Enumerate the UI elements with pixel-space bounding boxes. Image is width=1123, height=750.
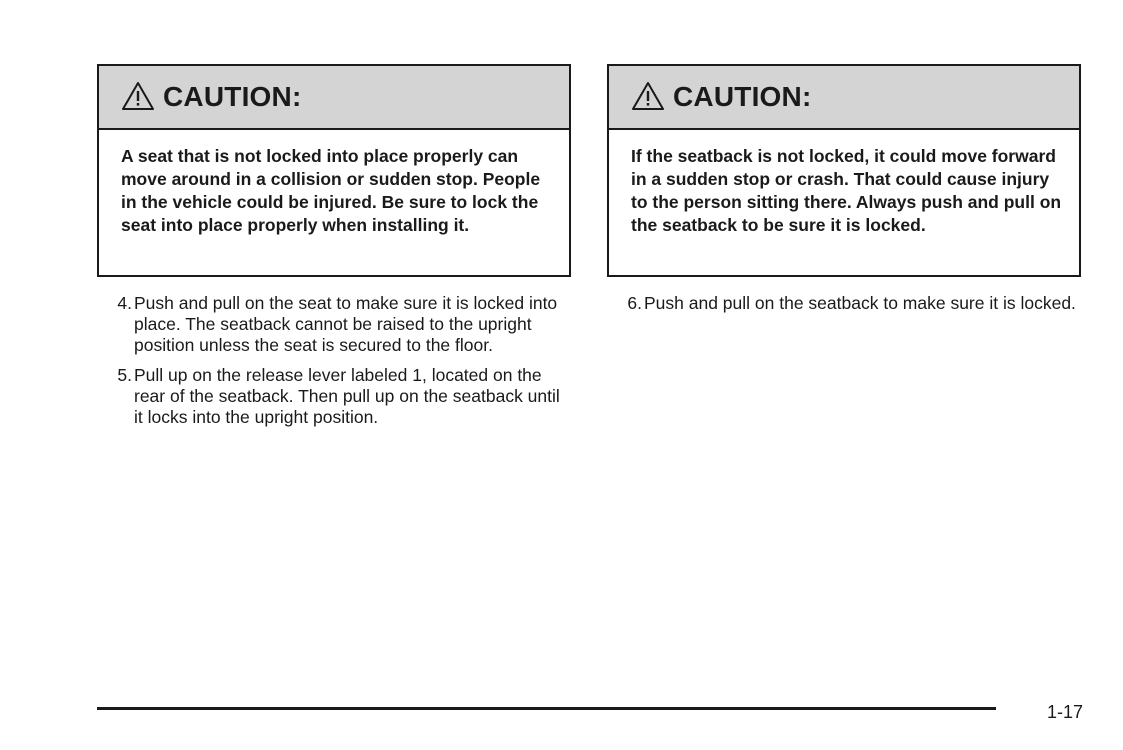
- list-item: [97, 293, 571, 356]
- page-number: 1-17: [1046, 702, 1083, 722]
- list-item: [97, 365, 571, 428]
- step-list-right: [607, 293, 1081, 314]
- footer-rule: [97, 707, 996, 710]
- step-number: 4.: [117, 293, 132, 313]
- caution-title: CAUTION:: [163, 81, 302, 112]
- left-column: [97, 64, 571, 437]
- caution-body-left: A seat that is not locked into place properly can move around in a collision or sudden stop. People in the vehicle could be injured. Be sure to lock the seat into place properly when installing it.: [121, 146, 541, 235]
- warning-triangle-icon: [121, 81, 155, 111]
- caution-title: CAUTION:: [673, 81, 812, 112]
- step-number: 6.: [627, 293, 642, 313]
- list-item: [607, 293, 1081, 314]
- caution-header-left: [99, 66, 569, 130]
- step-list-left: [97, 293, 571, 428]
- right-column: [607, 64, 1081, 323]
- caution-header-right: [609, 66, 1079, 130]
- caution-body-right: If the seatback is not locked, it could move forward in a sudden stop or crash. That could cause injury to the person sitting there. Always push and pull on the seatback to be sure it is locked.: [631, 146, 1062, 235]
- warning-triangle-icon: [631, 81, 665, 111]
- step-text: Pull up on the release lever labeled 1, located on the rear of the seatback. Then pull up on the seatback until it locks into the upright position.: [134, 365, 560, 427]
- step-text: Push and pull on the seat to make sure it is locked into place. The seatback cannot be raised to the upright position unless the seat is secured to the floor.: [134, 293, 558, 355]
- caution-box-right: [607, 64, 1081, 277]
- caution-box-left: [97, 64, 571, 277]
- step-number: 5.: [117, 365, 132, 385]
- step-text: Push and pull on the seatback to make sure it is locked.: [644, 293, 1076, 313]
